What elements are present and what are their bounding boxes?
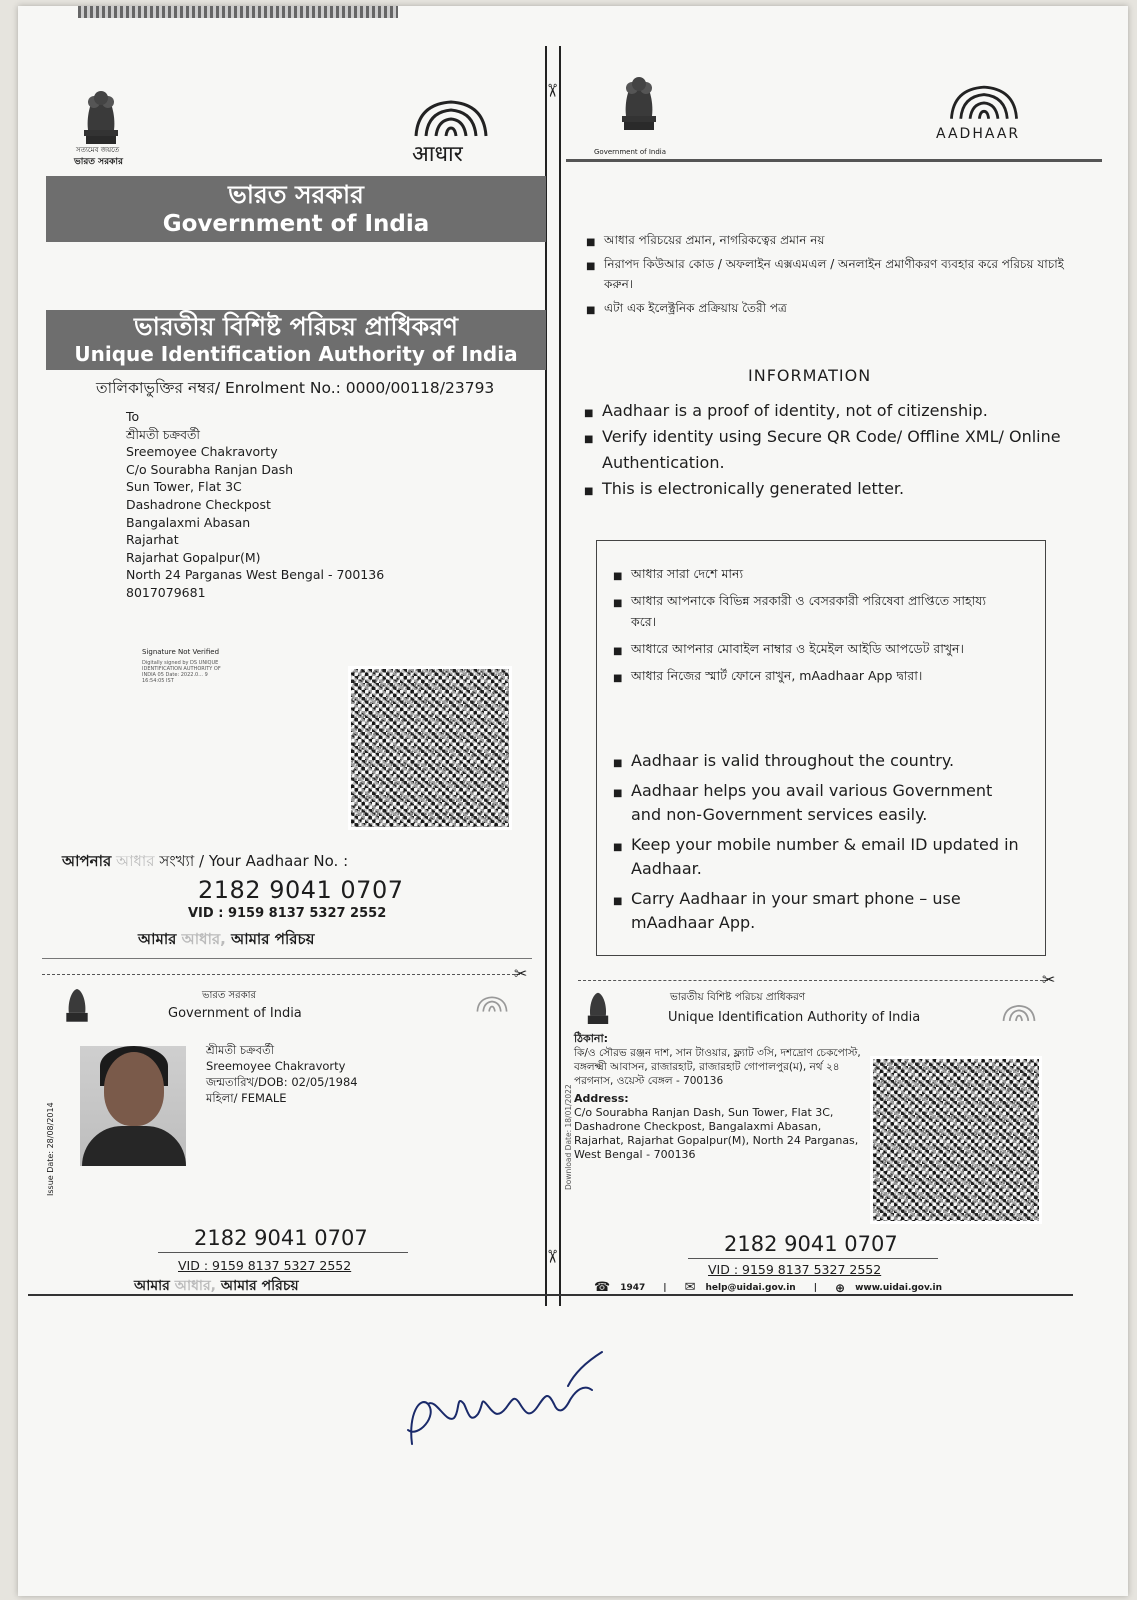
en-info-list [584,398,1084,502]
left-divider [42,958,532,959]
box-en-item: ■ Carry Aadhaar in your smart phone – use mAadhaar App. [613,887,1023,935]
address-line: শ্রীমতী চক্রবর্তী [126,426,200,442]
address-line: Bangalaxmi Abasan [126,514,251,530]
aadhaar-logo-right-text: AADHAAR [936,126,1021,142]
uidai-en: Unique Identification Authority of India [74,342,518,366]
front-slogan-b: আমার পরিচয় [220,1278,299,1294]
website: www.uidai.gov.in [855,1282,943,1293]
gov-india-band [46,176,546,242]
en-info-item: ■ Verify identity using Secure QR Code/ Offline XML/ Online Authentication. [584,424,1084,476]
issue-date: Issue Date: 28/08/2014 [46,1102,55,1196]
uidai-band [46,310,546,370]
front-details [206,1042,358,1106]
emblem-right-caption: Government of India [594,148,667,156]
box-bn-item: ■ আধারে আপনার মোবাইল নাম্বার ও ইমেইল আইডি আপডেট রাখুন। [613,638,1013,659]
address-en-label: Address: [574,1092,629,1105]
address-line: North 24 Parganas West Bengal - 700136 [126,567,385,583]
back-aadhaar-number: 2182 9041 0707 [724,1232,898,1256]
box-bn-item: ■ আধার সারা দেশে মান্য [613,563,1013,584]
enrolment-number: তালিকাভুক্তির নম্বর/ Enrolment No.: 0000/00118/23793 [96,379,495,397]
contact-footer [594,1280,1064,1295]
help-email: help@uidai.gov.in [705,1282,796,1293]
box-en-list [613,749,1023,935]
aadhaar-logo-icon [408,98,494,138]
address-line: Sreemoyee Chakravorty [126,444,278,460]
globe-icon: ⊕ [835,1280,846,1295]
holder-dob: জন্মতারিখ/DOB: 02/05/1984 [206,1075,358,1089]
download-date: Download Date: 18/01/2022 [564,1084,573,1190]
address-line: Dashadrone Checkpost [126,496,271,512]
aadhaar-letter [18,6,1128,1596]
back-card-cut-line [578,980,1048,981]
slogan-a: আমার [138,930,177,948]
footer-sep-2: | [813,1282,817,1293]
slogan-b: আমার পরিচয় [231,930,315,948]
label-rest: সংখ্যা / Your Aadhaar No. : [159,852,349,870]
front-slogan-a: আমার [134,1278,170,1294]
front-header-en: Government of India [168,1006,302,1021]
label-bn: আপনার [62,852,112,870]
slogan-faded: আধার, [181,930,226,948]
uidai-bn: ভারতীয় বিশিষ্ট পরিচয় প্রাধিকরণ [134,312,458,341]
bn-info-item: ■ আধার পরিচয়ের প্রমান, নাগরিকত্বের প্রমান নয় [586,230,1086,250]
box-en-item: ■ Aadhaar helps you avail various Government and non-Government services easily. [613,779,1023,827]
address-line: 8017079681 [126,584,206,600]
top-edge-strip [78,6,398,18]
bn-info-list [586,230,1086,318]
bn-info-item: ■ এটা এক ইলেক্ট্রনিক প্রক্রিয়ায় তৈরী পত্র [586,298,1086,318]
handwritten-signature [398,1334,628,1464]
aadhaar-logo-right-icon [944,76,1024,128]
right-header-rule [566,159,1102,162]
box-bn-item: ■ আধার আপনাকে বিভিন্ন সরকারী ও বেসরকারী পরিষেবা প্রাপ্তিতে সাহায্য করে। [613,590,1013,632]
front-number-rule [158,1252,408,1253]
scissors-back-icon: ✂ [1042,970,1056,989]
back-qr-code [870,1056,1042,1224]
bn-info-item: ■ নিরাপদ কিউআর কোড / অফলাইন এক্সএমএল / অনলাইন প্রমাণীকরণ ব্যবহার করে পরিচয় যাচাই করুন। [586,254,1086,294]
info-box [596,540,1046,956]
back-card-emblem-icon [584,988,612,1030]
address-line: Rajarhat Gopalpur(M) [126,549,261,565]
address-en: C/o Sourabha Ranjan Dash, Sun Tower, Flat 3C, Dashadrone Checkpost, Bangalaxmi Abasan, Rajarhat, Rajarhat Gopalpur(M), North 24 Parganas, West Bengal - 700136 [574,1106,859,1161]
box-bn-item: ■ আধার নিজের স্মার্ট ফোনে রাখুন, mAadhaar App দ্বারা। [613,665,1013,686]
holder-gender: মহিলা/ FEMALE [206,1091,287,1105]
front-card-cut-line [42,974,520,975]
footer-sep: | [663,1282,667,1293]
scissors-icon-bottom: ✂ [541,1248,563,1265]
scissors-icon: ✂ [541,82,563,99]
slogan [138,928,314,953]
address-bn: কি/ও সৌরভ রঞ্জন দাশ, সান টাওয়ার, ফ্ল্যাট ৩সি, দশদ্রোণ চেকপোস্ট, বঙ্গলক্ষ্মী আবাসন, রাজারহাট, রাজারহাট গোপালপুর(ম), নর্থ ২৪ পরগনাস, ওয়েস্ট বেঙ্গল - 700136 [574,1047,861,1087]
label-bn-faded: আধার [116,852,155,870]
gov-india-bn: ভারত সরকার [228,180,364,209]
address-line: To [126,409,140,424]
digital-signature-block [142,648,242,684]
aadhaar-number-label [62,850,348,875]
card-emblem-icon [62,984,92,1028]
back-number-rule [688,1258,938,1259]
signature-detail: Digitally signed by DS UNIQUE IDENTIFICATION AUTHORITY OF INDIA 05 Date: 2022.0... 9 16:54:05 IST [142,660,221,684]
box-en-item: ■ Keep your mobile number & email ID updated in Aadhaar. [613,833,1023,881]
front-slogan-faded: আধার, [174,1278,217,1294]
aadhaar-number: 2182 9041 0707 [198,876,404,904]
back-aadhaar-logo-icon [1000,1002,1038,1024]
back-header-bn: ভারতীয় বিশিষ্ট পরিচয় প্রাধিকরণ [670,991,806,1003]
vid-number: VID : 9159 8137 5327 2552 [188,906,387,921]
front-vid: VID : 9159 8137 5327 2552 [178,1258,352,1273]
holder-name-en: Sreemoyee Chakravorty [206,1059,346,1073]
signature-note: Signature Not Verified [142,648,220,656]
helpline-number: 1947 [620,1282,646,1293]
recipient-address [126,408,384,602]
aadhaar-logo-text: आधार [412,142,463,167]
phone-icon: ☎ [594,1280,611,1295]
en-info-item: ■ This is electronically generated letter. [584,476,1084,502]
box-bn-list [613,563,1013,686]
back-header-en: Unique Identification Authority of India [668,1010,921,1025]
back-address [574,1032,864,1162]
gov-india-en: Government of India [162,211,430,237]
address-line: Rajarhat [126,532,179,548]
holder-name-bn: শ্রীমতী চক্রবর্তী [206,1043,275,1057]
scissors-front-icon: ✂ [514,964,528,983]
front-header-bn: ভারত সরকার [202,990,257,1001]
emblem-sub: ভারত সরকার [74,157,123,167]
qr-code [348,666,512,830]
en-info-item: ■ Aadhaar is a proof of identity, not of citizenship. [584,398,1084,424]
holder-photo [80,1046,186,1166]
back-vid: VID : 9159 8137 5327 2552 [708,1262,882,1277]
front-aadhaar-number: 2182 9041 0707 [194,1226,368,1250]
address-line: C/o Sourabha Ranjan Dash [126,461,294,477]
emblem-caption: সত্যমেব জয়তে [76,146,120,154]
mail-icon: ✉ [684,1280,696,1295]
info-heading: INFORMATION [748,366,872,385]
address-line: Sun Tower, Flat 3C [126,479,242,495]
center-fold-line-2 [559,46,561,1306]
address-bn-label: ঠিকানা: [574,1032,609,1045]
front-aadhaar-logo-icon [474,994,510,1014]
national-emblem-right-icon [616,70,662,140]
box-en-item: ■ Aadhaar is valid throughout the country. [613,749,1023,773]
